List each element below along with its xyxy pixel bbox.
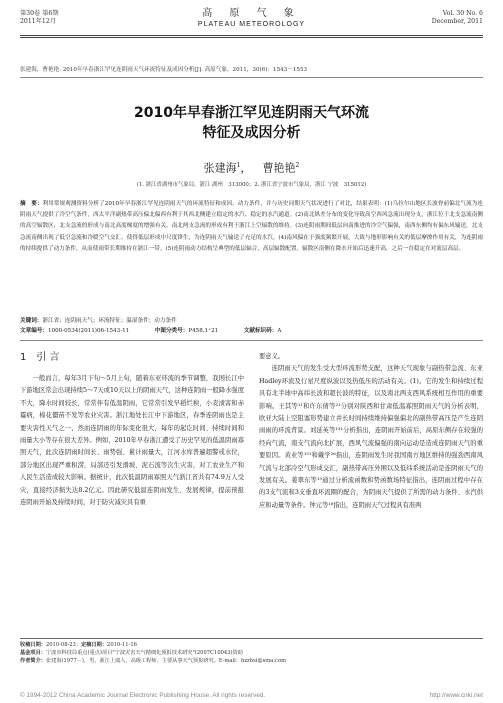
revised-date: 2010-11-16 [107,642,137,648]
journal-name-en: PLATEAU METEOROLOGY [197,21,306,28]
body-column-left [20,373,244,509]
keywords-label: 关键词： [20,318,43,324]
abstract [20,199,483,255]
keywords-text: 浙江省；连阴雨天气；环流特征；温湿条件；动力条件 [42,318,177,324]
revised-label: 定稿日期： [81,642,108,648]
author-1: 张建海 [203,161,237,175]
running-header [20,8,483,32]
author-2-affil-mark: 2 [295,162,300,169]
received-label: 收稿日期： [20,642,46,648]
citation-rule [20,77,483,78]
article-no: 1000-0534(2011)06-1543-11 [47,328,130,334]
doc-code: A [277,328,282,334]
author-2: 曹艳艳 [262,161,296,175]
citation-line: 张建海，曹艳艳. 2010年早春浙江罕见连阴雨天气环流特征及成因分析[J]. 高原气象，2011，30(6)：1543－1553 [20,67,308,73]
fund-text: 宁波市科技局重点(重点)项目"宁波灾害天气精细化预报技术研究"(2007C10043)资助 [45,650,243,656]
date-en: December, 2011 [431,18,483,25]
title-line-2: 特征及成因分析 [202,125,301,141]
volume-issue-en: Vol. 30 No. 6 [442,10,483,17]
copyright-notice: © 1994-2012 China Academic Journal Electronic Publishing House. All rights reserved. [20,692,266,699]
author-bio-label: 作者简介： [20,658,46,664]
header-rule-top [20,35,483,36]
author-bio-text: 张建海(1977－)，男，浙江上虞人，高级工程师，主要从事天气预报研究。E-mail：hzzhsi@sina.com [45,658,286,664]
header-rule-bottom [20,37,483,38]
received-date: 2010-08-23； [45,642,82,648]
abstract-rule [20,340,483,341]
volume-issue-cn: 第30卷 第6期 [20,10,59,17]
section-title: 引 言 [36,352,60,363]
abstract-label: 摘 要： [20,201,43,207]
abstract-text: 利用常规观测资料分析了2010年早春浙江罕见连阴雨天气的环流特征和成因，动力条件，并与历史同期天气状况进行了对比，结果表明：(1)乌拉尔山地区长波脊前偏北气流为连阴雨天气提供了冷空气条件，西太平洋副热带高压偏北偏西有利于其西北侧建立稳定的水汽、稳定的水汽通道。(2)南北纵差分布的变化导致高空西风急流出现分支，浙江位于北支急流南侧的高空辐散区，北支急流的形成与南北高度梯度的增强有关，南北两支急流的形成有利于浙江上空辐散的维持。(3)连阴雨期间低层向南推进的冷空气偏强，南西东侧均有偏东风输送，北支急流南侧出现了低空急流和冷暖空气交汇，使得低层形成中尺度锋生，为连阴雨天气输送了充足的水汽。(4)南风偏在于强度频繁开展，大致与地形影响有关的低层摩擦作用有关，为连阴雨的持续提供了动力条件，从而使雨带长期维持在浙江一带。(5)连阴雨动力结构呈典型的低层辐合、高层辐散配置，辐散区南侧在降水开始后迅速升高，之后一直稳定在对流层高层。 [20,201,483,252]
date-cn: 2011年12月 [20,18,56,25]
cnki-link[interactable]: http://www.cnki.net [429,692,483,699]
article-title [20,103,483,143]
keywords [20,316,483,326]
author-separator: ， [240,161,252,175]
copyright-bar [20,689,483,703]
fund-label: 基金项目： [20,650,46,656]
article-no-label: 文章编号： [20,328,48,334]
fund-info [20,649,483,657]
paragraph: 连阴雨天气的发生受大型环流形势支配，这种天气现象与副热带急流、东亚Hadley环流及行星尺度纵波以及热低压的活动有关。(1)。它的发生和持续过程具有北半球中高纬长波和超长波的特征，以及南北两支西风系统相互作用的重要影响。王其等¹¹和许东倩等²¹分别对陕西和甘肃低温寡照阴雨天气的分析表明，欧亚大陆上空阻塞形势建立并长时间持续维持偏强偏北的副热带高压是产生连阴雨雨的环流背景。刘延英等¹³¹分析指出，连阴雨开始前后，高原东侧存在较强的经向气流，南支气流向北扩展，西风气流偏强的南向运动是造成连阴雨天气的重要原因。黄业等¹⁵¹和戴学²⁶指出，连阴雨发生时我国南方地区维持的强劲西南风气流与北部冷空气形成交汇，副热带高压外围以及低纬系统活动是连阴雨天气的发展有关。姜翠东等¹⁹通过分析流函数和势函数场特征指出，连阴雨过程中存在的3支气流和3支垂直环流圈的配合，为阴雨天气提供了所需的动力条件、水汽供应和动量等条件。钟元等¹⁸指出，连阴雨天气过程具有准两 [259,365,483,509]
clc-number: P458.1⁺21 [188,328,219,334]
authors [20,159,483,176]
affiliation: (1. 浙江省湖州市气象局，浙江 湖州 313000；2. 浙江省宁波市气象局，浙江 宁波 315012) [136,182,367,188]
body-column-right [259,351,483,512]
paragraph: 一般而言，每年3月下旬～5月上旬，随着东亚环流的季节调整，我国长江中下游地区常会出现持续5～7天或10天以上的阴雨天气，这种连阴雨一般降水强度不大，降水时间较长，常常伴有低温阴雨，它常常引发早稻烂秧，小麦渍害和赤霉病，棉花僵苗不发等农业灾害。浙江地处长江中下游地区，春季连阴雨也是主要灾害性天气之一，然而连阴雨的年际变化很大，每年的起讫时间、持续时间和雨量大小等存在很大差异。例如，2010年早春浙江遭受了历史罕见的低温阴雨寡照天气，此次连阴雨时间长、雨势强、累计雨量大，江河水库普遍超警戒水位，部分地区出现严重积涝，局部还引发滑坡、泥石流等次生灾害，对工农业生产和人民生活造成较大影响。据统计，此次低温阴雨寡照天气浙江省共有74.9万人受灾，直接经济损失达8.2亿元。因此研究低温连阴雨发生、发展规律，提前预报连阴雨开始及持续时间，对于防灾减灾具有重 [20,375,244,507]
section-heading [20,351,60,365]
article-meta [20,326,483,336]
header-center [20,8,483,29]
clc-label: 中图分类号： [154,328,189,334]
footnote [20,641,483,665]
footnote-rule [20,638,483,639]
received-dates [20,641,483,649]
author-1-affil-mark: 1 [236,162,241,169]
header-right [432,10,483,26]
section-number: 1 [20,352,27,363]
paragraph: 要意义。 [259,353,285,360]
author-bio [20,657,483,665]
journal-name-cn: 高 原 气 象 [202,8,301,19]
title-line-1: 2010年早春浙江罕见连阴雨天气环流 [134,105,369,121]
doc-code-label: 文献标识码： [243,328,278,334]
